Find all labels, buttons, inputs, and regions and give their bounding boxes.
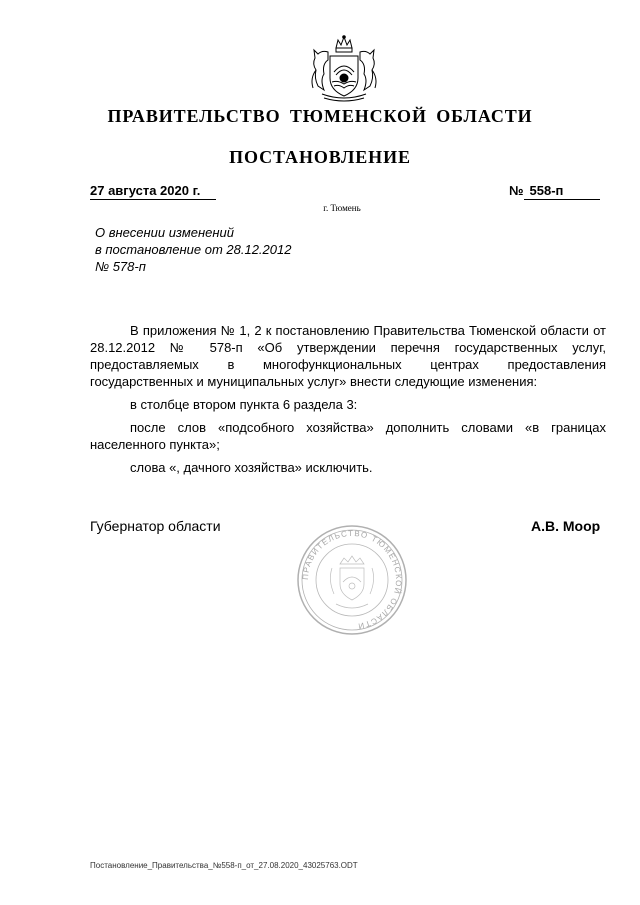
document-date: 27 августа 2020 г. — [90, 183, 216, 200]
subject-line: № 578-п — [95, 259, 146, 274]
document-number — [509, 183, 600, 200]
seal-text: ПРАВИТЕЛЬСТВО ТЮМЕНСКОЙ ОБЛАСТИ — [300, 528, 404, 631]
footer-filename: Постановление_Правительства_№558-п_от_27.08.2020_43025763.ODT — [90, 861, 358, 870]
coat-of-arms-icon — [304, 34, 384, 104]
body-paragraph: В приложения № 1, 2 к постановлению Правительства Тюменской области от 28.12.2012 № 578-п «Об утверждении перечня государственных услуг, предоставляемых в многофункциональных центрах предоставления государственных и муниципальных услуг» внести следующие изменения: — [90, 323, 606, 389]
official-seal-icon — [296, 524, 408, 636]
city-label: г. Тюмень — [323, 203, 361, 213]
document-subject — [95, 224, 291, 275]
number-value: 558-п — [524, 183, 600, 200]
subject-line: в постановление от 28.12.2012 — [95, 242, 292, 257]
body-paragraph: слова «, дачного хозяйства» исключить. — [130, 460, 373, 475]
subject-line: О внесении изменений — [95, 225, 234, 240]
number-prefix: № — [509, 183, 524, 198]
document-type-title: ПОСТАНОВЛЕНИЕ — [229, 147, 411, 167]
signer-title: Губернатор области — [90, 518, 221, 534]
document-body — [90, 322, 606, 482]
signer-name: А.В. Моор — [531, 518, 601, 534]
body-paragraph: после слов «подсобного хозяйства» дополнить словами «в границах населенного пункта»; — [90, 420, 606, 452]
body-paragraph: в столбце втором пункта 6 раздела 3: — [130, 397, 358, 412]
government-name: ПРАВИТЕЛЬСТВО ТЮМЕНСКОЙ ОБЛАСТИ — [107, 106, 533, 126]
